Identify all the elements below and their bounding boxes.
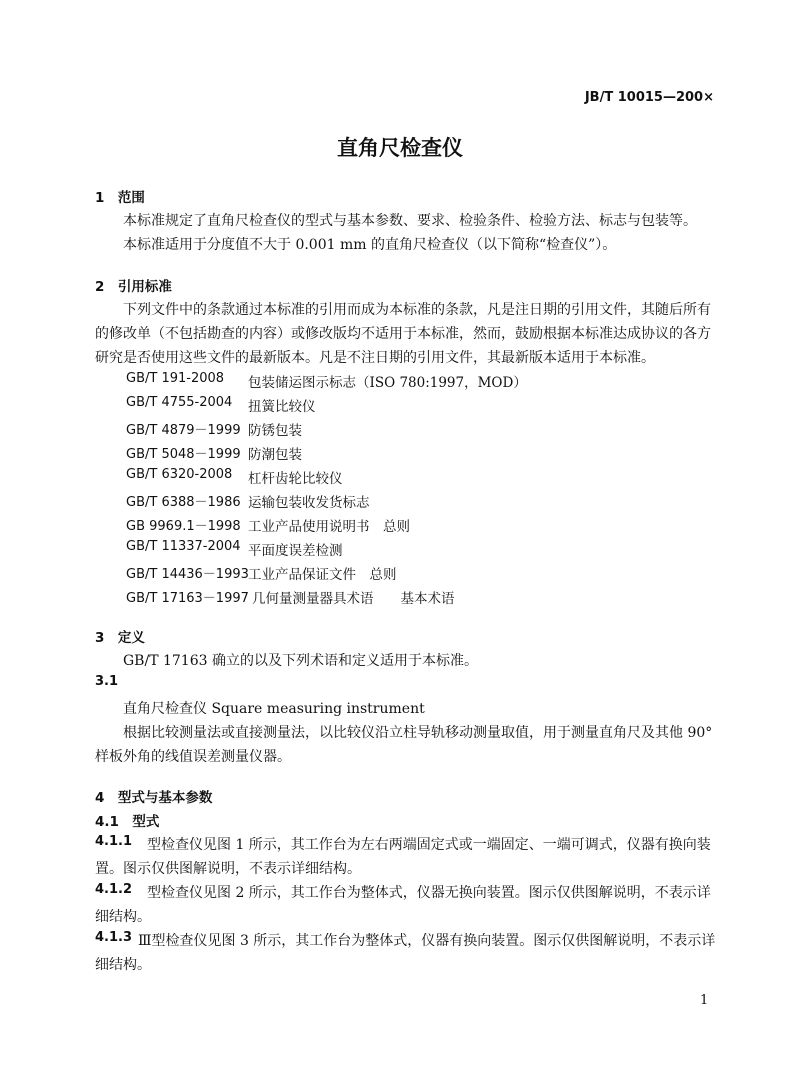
reference-code: GB/T 11337-2004 (126, 539, 241, 554)
term-definition-line-2: 样板外角的线值误差测量仪器。 (95, 749, 291, 765)
reference-code: GB/T 5048－1999 (126, 447, 241, 462)
document-title: 直角尺检查仪 (337, 135, 463, 160)
clause-4-1-2-line-1: 型检查仪见图 2 所示，其工作台为整体式，仪器无换向装置。图示仅供图解说明，不表示详 (147, 885, 711, 901)
term-square-measuring-instrument: 直角尺检查仪 Square measuring instrument (123, 701, 425, 717)
reference-title: 防锈包装 (248, 423, 302, 439)
section-1-paragraph-2: 本标准适用于分度值不大于 0.001 mm 的直角尺检查仪（以下简称“检查仪”）。 (123, 237, 617, 253)
reference-title: 包装储运图示标志（ISO 780:1997，MOD） (248, 375, 527, 391)
reference-title: 运输包装收发货标志 (248, 495, 370, 511)
reference-code: GB/T 191-2008 (126, 371, 225, 386)
clause-4-1-heading: 4.1 型式 (95, 814, 160, 830)
clause-4-1-1-line-1: 型检查仪见图 1 所示，其工作台为左右两端固定式或一端固定、一端可调式，仪器有换向装 (147, 837, 711, 853)
clause-4-1-1-line-2: 置。图示仅供图解说明，不表示详细结构。 (95, 861, 361, 877)
section-4-heading: 4 型式与基本参数 (95, 790, 213, 806)
clause-4-1-2-line-2: 细结构。 (95, 909, 151, 925)
document-number: JB/T 10015—200× (584, 90, 714, 105)
reference-title: 几何量测量器具术语 基本术语 (252, 591, 455, 607)
clause-4-1-3-number: 4.1.3 (95, 930, 133, 945)
reference-title: 工业产品保证文件 总则 (248, 567, 397, 583)
reference-code: GB/T 6388－1986 (126, 495, 241, 510)
section-2-paragraph-line-2: 的修改单（不包括勘查的内容）或修改版均不适用于本标准，然而，鼓励根据本标准达成协议的各方 (95, 326, 711, 342)
reference-code: GB/T 4879－1999 (126, 423, 241, 438)
section-1-paragraph-1: 本标准规定了直角尺检查仪的型式与基本参数、要求、检验条件、检验方法、标志与包装等。 (123, 213, 697, 229)
reference-code: GB/T 14436－1993 (126, 567, 249, 582)
clause-4-1-2-number: 4.1.2 (95, 882, 133, 897)
section-3-paragraph: GB/T 17163 确立的以及下列术语和定义适用于本标准。 (123, 653, 478, 669)
section-2-heading: 2 引用标准 (95, 279, 172, 295)
section-2-paragraph-line-1: 下列文件中的条款通过本标准的引用而成为本标准的条款，凡是注日期的引用文件，其随后所有 (123, 302, 711, 318)
reference-title: 平面度误差检测 (248, 543, 343, 559)
section-3-heading: 3 定义 (95, 630, 145, 646)
reference-title: 防潮包装 (248, 447, 302, 463)
reference-title: 扭簧比较仪 (248, 399, 316, 415)
reference-code: GB/T 6320-2008 (126, 467, 233, 482)
reference-title: 杠杆齿轮比较仪 (248, 471, 343, 487)
term-definition-line-1: 根据比较测量法或直接测量法，以比较仪沿立柱导轨移动测量取值，用于测量直角尺及其他 90° (123, 725, 713, 741)
page-number: 1 (700, 993, 709, 1008)
reference-title: 工业产品使用说明书 总则 (248, 519, 410, 535)
section-1-heading: 1 范围 (95, 190, 145, 206)
clause-4-1-3-line-2: 细结构。 (95, 957, 151, 973)
clause-4-1-1-number: 4.1.1 (95, 834, 133, 849)
clause-4-1-3-line-1: Ⅲ型检查仪见图 3 所示，其工作台为整体式，仪器有换向装置。图示仅供图解说明，不表示详 (138, 933, 716, 949)
reference-code: GB/T 4755-2004 (126, 395, 233, 410)
reference-code: GB 9969.1－1998 (126, 519, 241, 534)
section-2-paragraph-line-3: 研究是否使用这些文件的最新版本。凡是不注日期的引用文件，其最新版本适用于本标准。 (95, 350, 655, 366)
reference-code: GB/T 17163－1997 (126, 591, 249, 606)
clause-3-1-number: 3.1 (95, 674, 119, 689)
